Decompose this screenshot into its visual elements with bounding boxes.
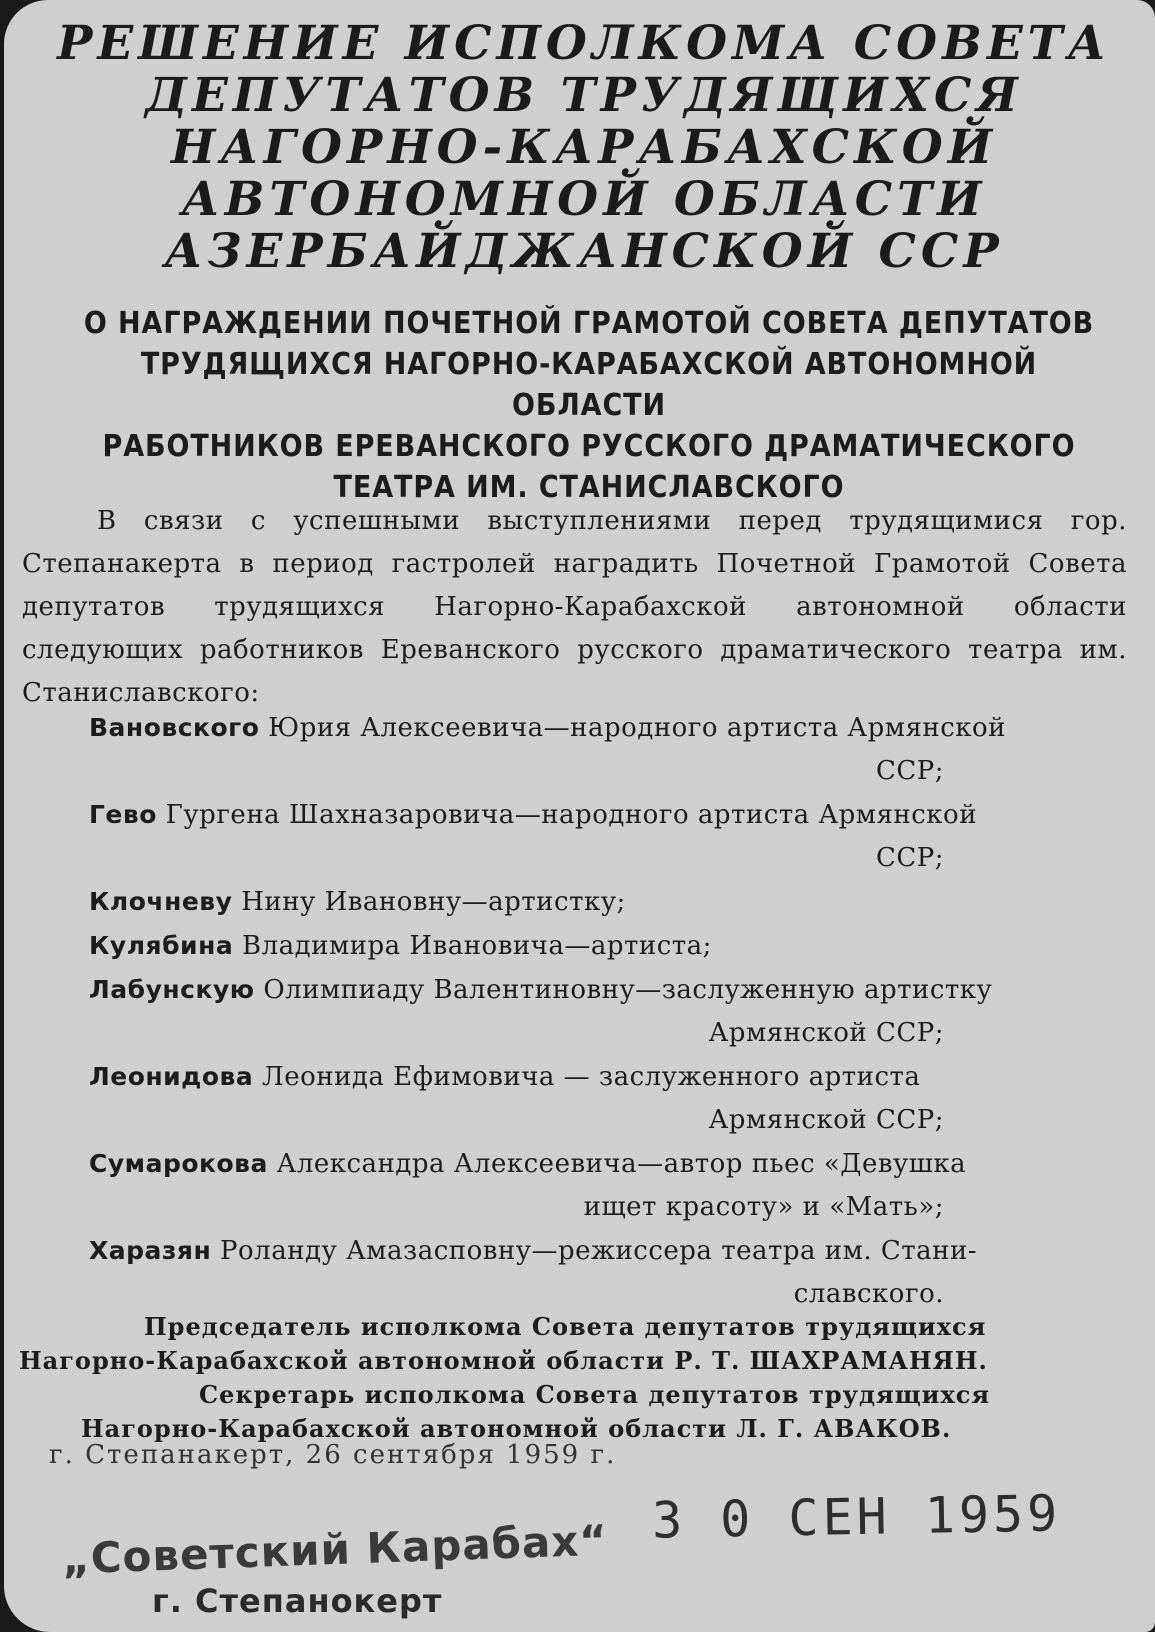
awardee-entry bbox=[89, 793, 1124, 880]
awardee-name: Гево bbox=[89, 800, 157, 829]
secretary-signature: Нагорно-Карабахской автономной области Л. Г. АВАКОВ. bbox=[81, 1414, 952, 1443]
heading-line: АЗЕРБАЙДЖАНСКОЙ ССР bbox=[164, 224, 1004, 279]
chair-title: Председатель исполкома Совета депутатов трудящихся bbox=[144, 1312, 987, 1341]
city-stamp: г. Степанокерт bbox=[152, 1582, 443, 1620]
newspaper-stamp: „Советский Карабах“ bbox=[61, 1515, 609, 1584]
awardee-entry bbox=[89, 706, 1124, 793]
awardee-entry bbox=[89, 1142, 1124, 1229]
awardee-continuation: Армянской ССР; bbox=[708, 1018, 944, 1048]
awardee-continuation: Армянской ССР; bbox=[708, 1105, 944, 1135]
awardee-name: Вановского bbox=[89, 713, 260, 742]
date-stamp: 3 0 СЕН 1959 bbox=[651, 1484, 1062, 1550]
place-date: г. Степанакерт, 26 сентября 1959 г. bbox=[49, 1440, 617, 1470]
awardee-continuation: ищет красоту» и «Мать»; bbox=[583, 1192, 944, 1222]
awardee-name: Лабунскую bbox=[89, 975, 255, 1004]
awardee-continuation: ССР; bbox=[875, 843, 944, 873]
awardee-entry bbox=[89, 924, 1124, 968]
awardee-title: Олимпиаду Валентиновну—заслуженную артистку bbox=[263, 975, 993, 1005]
awardee-name: Харазян bbox=[89, 1236, 212, 1265]
awardee-name: Клочневу bbox=[89, 887, 233, 916]
awardee-name: Леонидова bbox=[89, 1062, 254, 1091]
secretary-title: Секретарь исполкома Совета депутатов трудящихся bbox=[199, 1380, 991, 1409]
decision-heading bbox=[34, 18, 1134, 278]
awardee-title: Леонида Ефимовича — заслуженного артиста bbox=[262, 1062, 921, 1092]
subtitle-line: О НАГРАЖДЕНИИ ПОЧЕТНОЙ ГРАМОТОЙ СОВЕТА ДЕПУТАТОВ bbox=[83, 306, 1095, 341]
decision-subtitle bbox=[81, 303, 1098, 508]
awardee-entry bbox=[89, 968, 1124, 1055]
subtitle-line: ТРУДЯЩИХСЯ НАГОРНО-КАРАБАХСКОЙ АВТОНОМНОЙ ОБЛАСТИ bbox=[140, 347, 1038, 423]
awardee-name: Кулябина bbox=[89, 931, 234, 960]
document-sheet bbox=[4, 0, 1155, 1632]
heading-line: ДЕПУТАТОВ ТРУДЯЩИХСЯ bbox=[145, 68, 1023, 123]
chair-signature: Нагорно-Карабахской автономной области Р. Т. ШАХРАМАНЯН. bbox=[19, 1346, 988, 1375]
awardee-name: Сумарокова bbox=[89, 1149, 268, 1178]
awardee-title: Нину Ивановну—артистку; bbox=[241, 887, 626, 917]
heading-line: АВТОНОМНОЙ ОБЛАСТИ bbox=[181, 172, 987, 227]
intro-paragraph: В связи с успешными выступлениями перед трудящимися гор. Степанакерта в период гастролей наградить Почетной Грамотой Совета депутатов трудящихся Нагорно-Карабахской автономной области следующих работников Ереванского русского драматического театра им. Станиславского: bbox=[22, 506, 1127, 708]
awardee-continuation: славского. bbox=[793, 1279, 944, 1309]
awardee-title: Владимира Ивановича—артиста; bbox=[241, 931, 712, 961]
heading-line: НАГОРНО-КАРАБАХСКОЙ bbox=[170, 120, 998, 175]
heading-line: РЕШЕНИЕ ИСПОЛКОМА СОВЕТА bbox=[57, 16, 1111, 71]
subtitle-line: РАБОТНИКОВ ЕРЕВАНСКОГО РУССКОГО ДРАМАТИЧЕСКОГО bbox=[102, 429, 1076, 464]
awardee-title: Гургена Шахназаровича—народного артиста Армянской bbox=[165, 800, 978, 830]
subtitle-line: ТЕАТРА ИМ. СТАНИСЛАВСКОГО bbox=[333, 470, 845, 505]
awardee-continuation: ССР; bbox=[875, 756, 944, 786]
awardee-entry bbox=[89, 1055, 1124, 1142]
awardee-entry bbox=[89, 1229, 1124, 1316]
awardee-title: Юрия Алексеевича—народного артиста Армянской bbox=[268, 713, 1006, 743]
awardee-title: Роланду Амазасповну—режиссера театра им. Стани- bbox=[220, 1236, 978, 1266]
awardee-title: Александра Алексеевича—автор пьес «Девушка bbox=[276, 1149, 967, 1179]
awardee-entry bbox=[89, 880, 1124, 924]
awardee-list bbox=[89, 706, 1124, 1316]
